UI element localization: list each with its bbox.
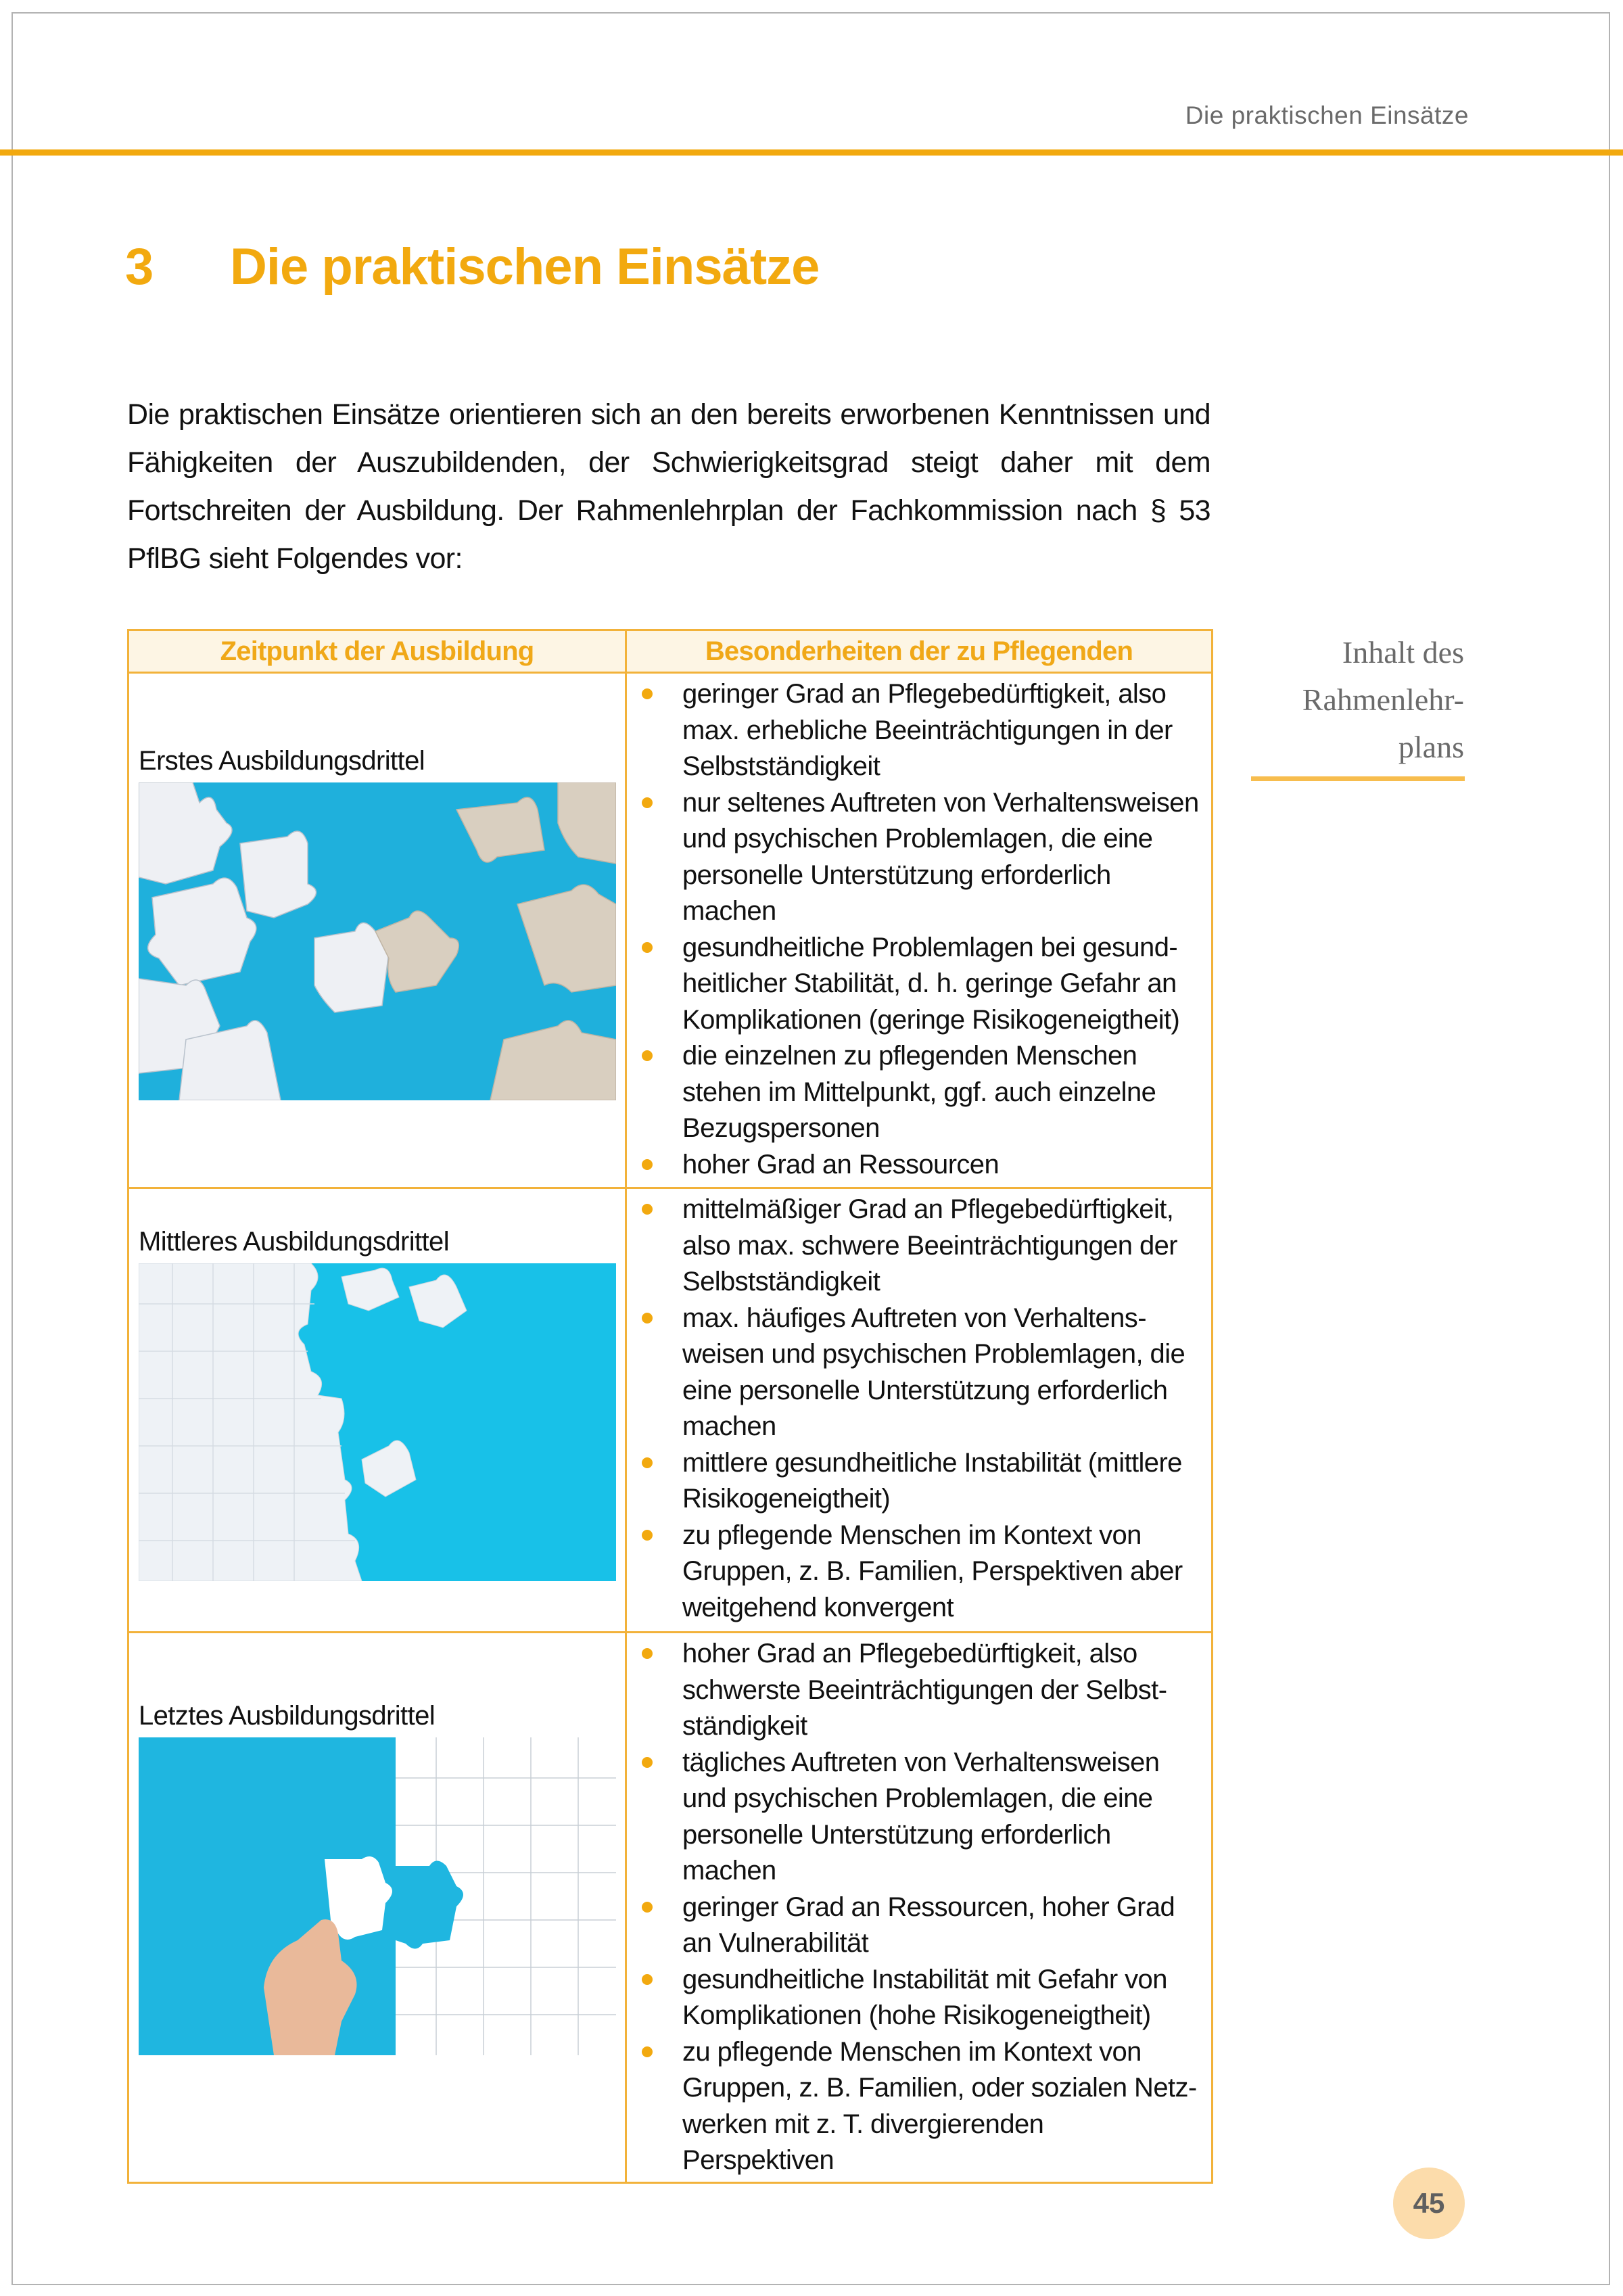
- bullet-icon: [642, 797, 653, 808]
- margin-note-line: plans: [1398, 730, 1464, 764]
- list-item: [636, 1147, 1202, 1184]
- bullet-icon: [642, 2046, 653, 2057]
- list-item: [636, 1890, 1202, 1962]
- bullet-icon: [642, 1050, 653, 1061]
- period-cell: [128, 1188, 626, 1633]
- bullet-icon: [642, 1313, 653, 1323]
- characteristics-list: [627, 1633, 1211, 2182]
- list-item-text: geringer Grad an Ressourcen, hoher Grad an Vulnerabilität: [682, 1892, 1175, 1958]
- table-row: [128, 1633, 1213, 2183]
- list-item: [636, 1301, 1202, 1445]
- puzzle-half-complete-photo: [139, 1263, 616, 1581]
- curriculum-table: [127, 629, 1213, 2184]
- characteristics-list: [627, 1189, 1211, 1629]
- list-item-text: die einzelnen zu pflegenden Menschen stehen im Mittelpunkt, ggf. auch einzelne Bezugspersonen: [682, 1041, 1156, 1143]
- intro-paragraph: Die praktischen Einsätze orientieren sich an den bereits erworbenen Kenntnissen und Fähigkeiten der Auszubildenden, der Schwierigkeitsgrad steigt daher mit dem Fortschreiten der Ausbildung. Der Rahmenlehrplan der Fachkommission nach § 53 PflBG sieht Folgendes vor:: [127, 398, 1210, 575]
- characteristics-list: [627, 674, 1211, 1186]
- list-item: [636, 1962, 1202, 2034]
- header-rule: [0, 149, 1623, 156]
- list-item-text: mittlere gesundheitliche Instabilität (mittlere Risikogeneigtheit): [682, 1447, 1182, 1514]
- bullet-icon: [642, 942, 653, 953]
- characteristics-cell: [626, 1633, 1213, 2183]
- chapter-title: Die praktischen Einsätze: [230, 238, 820, 296]
- bullet-icon: [642, 1974, 653, 1985]
- list-item: [636, 1518, 1202, 1626]
- list-item: [636, 930, 1202, 1039]
- period-label: Mittleres Ausbildungsdrittel: [139, 1227, 449, 1257]
- list-item: [636, 1038, 1202, 1147]
- list-item: [636, 1192, 1202, 1301]
- bullet-icon: [642, 1457, 653, 1468]
- characteristics-cell: [626, 1188, 1213, 1633]
- list-item: [636, 785, 1202, 930]
- table-header-row: [128, 630, 1213, 673]
- column-header-period: Zeitpunkt der Ausbildung: [128, 630, 626, 673]
- list-item: [636, 676, 1202, 785]
- bullet-icon: [642, 1902, 653, 1913]
- period-cell: [128, 1633, 626, 2183]
- margin-note-line: Inhalt des: [1342, 635, 1464, 670]
- list-item: [636, 1745, 1202, 1890]
- column-header-characteristics: Besonderheiten der zu Pflegenden: [626, 630, 1213, 673]
- margin-note-line: Rahmenlehr-: [1302, 682, 1464, 717]
- list-item-text: nur seltenes Auftreten von Verhaltensweisen und psychischen Problemlagen, die eine personelle Unterstützung erforderlich machen: [682, 787, 1199, 926]
- list-item-text: zu pflegende Menschen im Kontext von Gruppen, z. B. Familien, oder sozialen Netzwerken mit z. T. divergierenden Perspektiven: [682, 2036, 1198, 2175]
- puzzle-pieces-scattered-photo: [139, 782, 616, 1100]
- list-item-text: gesundheitliche Instabilität mit Gefahr von Komplikationen (hohe Risikogeneigtheit): [682, 1964, 1167, 2030]
- list-item-text: tägliches Auftreten von Verhaltensweisen und psychischen Problemlagen, die eine personelle Unterstützung erforderlich machen: [682, 1747, 1160, 1885]
- period-cell: [128, 673, 626, 1188]
- bullet-icon: [642, 688, 653, 699]
- list-item: [636, 2034, 1202, 2179]
- margin-note-underline: [1251, 776, 1465, 781]
- list-item-text: gesundheitliche Problemlagen bei gesundheitlicher Stabilität, d. h. geringe Gefahr an Komplikationen (geringe Risikogeneigtheit): [682, 932, 1180, 1035]
- margin-note: [1241, 629, 1464, 771]
- page-number-badge: 45: [1393, 2168, 1465, 2239]
- bullet-icon: [642, 1648, 653, 1659]
- list-item-text: zu pflegende Menschen im Kontext von Gruppen, z. B. Familien, Perspektiven aber weitgehend konvergent: [682, 1520, 1183, 1622]
- list-item-text: max. häufiges Auftreten von Verhaltensweisen und psychischen Problemlagen, die eine personelle Unterstützung erforderlich machen: [682, 1303, 1185, 1441]
- list-item: [636, 1636, 1202, 1745]
- bullet-icon: [642, 1530, 653, 1541]
- bullet-icon: [642, 1159, 653, 1170]
- characteristics-cell: [626, 673, 1213, 1188]
- chapter-number: 3: [125, 238, 154, 296]
- list-item-text: hoher Grad an Ressourcen: [682, 1149, 999, 1179]
- bullet-icon: [642, 1204, 653, 1215]
- list-item: [636, 1445, 1202, 1518]
- puzzle-half-complete-icon: [139, 1263, 616, 1581]
- period-label: Letztes Ausbildungsdrittel: [139, 1701, 436, 1731]
- list-item-text: hoher Grad an Pflegebedürftigkeit, also schwerste Beeinträchtigungen der Selbstständigkeit: [682, 1639, 1168, 1741]
- bullet-icon: [642, 1757, 653, 1768]
- running-header: Die praktischen Einsätze: [1185, 101, 1469, 129]
- puzzle-pieces-scattered-icon: [139, 782, 616, 1100]
- hand-puzzle-icon: [139, 1737, 616, 2055]
- table-row: [128, 673, 1213, 1188]
- list-item-text: mittelmäßiger Grad an Pflegebedürftigkeit, also max. schwere Beeinträchtigungen der Selbstständigkeit: [682, 1194, 1177, 1296]
- table-row: [128, 1188, 1213, 1633]
- period-label: Erstes Ausbildungsdrittel: [139, 746, 425, 776]
- hand-placing-last-puzzle-piece-photo: [139, 1737, 616, 2055]
- list-item-text: geringer Grad an Pflegebedürftigkeit, also max. erhebliche Beeinträchtigungen in der Selbstständigkeit: [682, 679, 1173, 781]
